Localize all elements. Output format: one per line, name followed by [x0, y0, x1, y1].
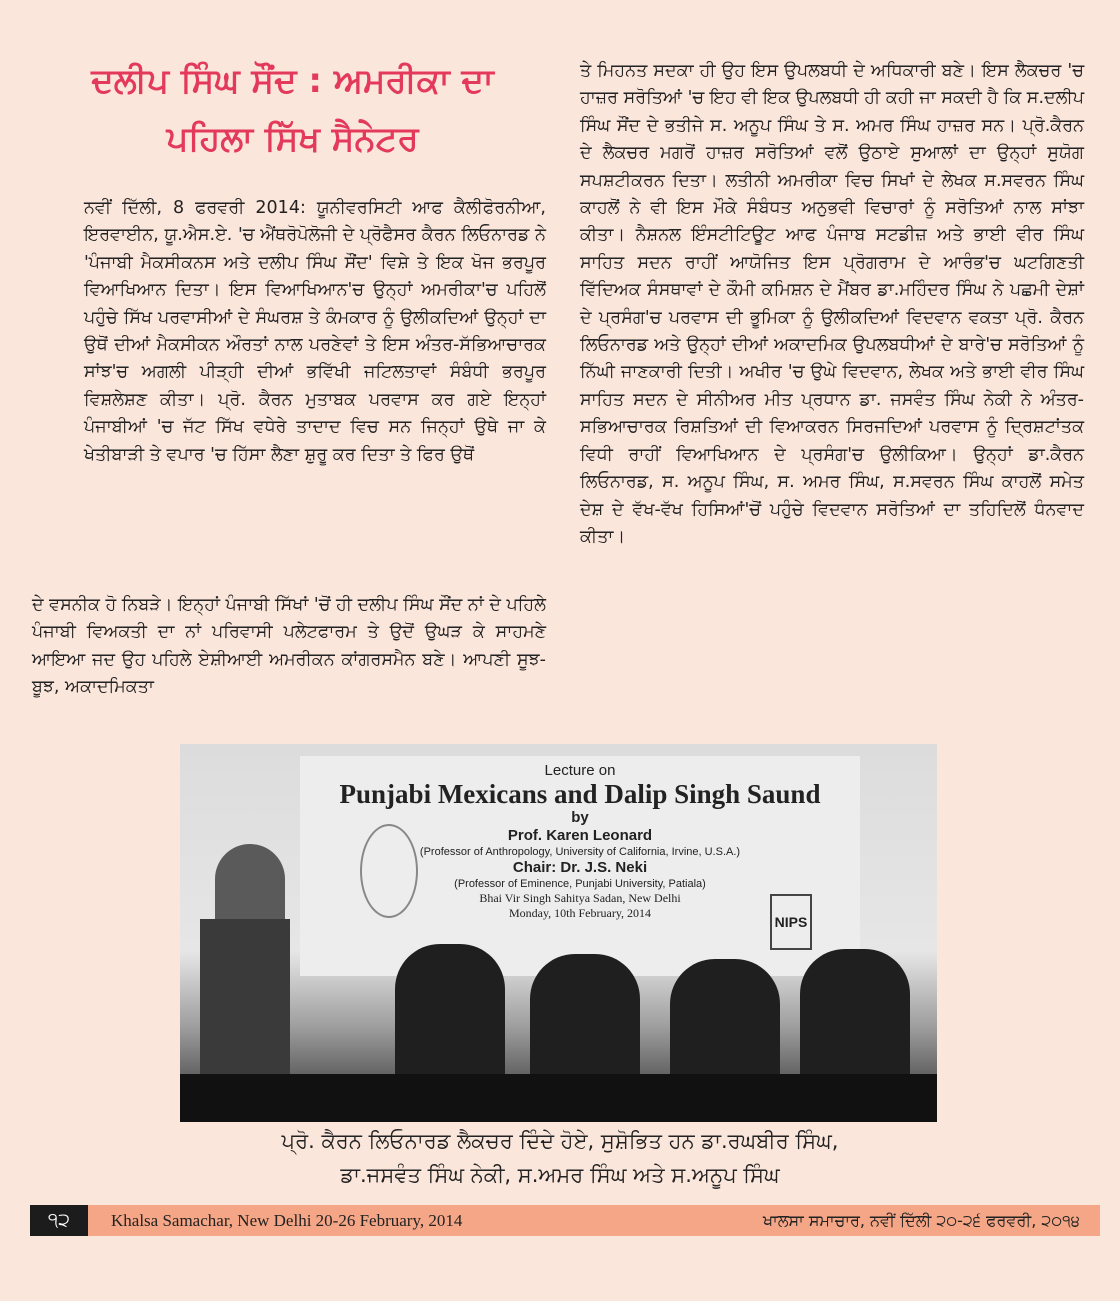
banner-line-6: Chair: Dr. J.S. Neki [512, 859, 648, 876]
page-number: ੧੨ [30, 1205, 88, 1236]
photo-caption-line1: ਪ੍ਰੋ. ਕੈਰਨ ਲਿਓਨਾਰਡ ਲੈਕਚਰ ਦਿੰਦੇ ਹੋਏ, ਸੁਸ਼ੋਭਿਤ ਹਨ ਡਾ.ਰਘਬੀਰ ਸਿੰਘ, [281, 1129, 839, 1153]
banner-line-8: Bhai Vir Singh Sahitya Sadan, New Delhi [479, 891, 681, 905]
banner-line-4: Prof. Karen Leonard [507, 827, 653, 844]
panelist-2 [530, 954, 640, 1094]
article-title [30, 52, 555, 168]
footer-publication-en: Khalsa Samachar, New Delhi 20-26 February, 2014 [111, 1211, 463, 1230]
article-title-line2: ਪਹਿਲਾ ਸਿੱਖ ਸੈਨੇਟਰ [166, 119, 419, 159]
banner-line-5: (Professor of Anthropology, University of California, Irvine, U.S.A.) [419, 846, 741, 858]
event-photo [180, 744, 937, 1122]
table [180, 1074, 937, 1122]
article-lede: ਨਵੀਂ ਦਿੱਲੀ, 8 ਫਰਵਰੀ 2014: ਯੂਨੀਵਰਸਿਟੀ ਆਫ ਕੈਲੀਫੋਰਨੀਆ, ਇਰਵਾਈਨ, ਯੂ.ਐਸ.ਏ. 'ਚ ਐਂਥਰੋਪੋਲੋਜੀ ਦੇ ਪ੍ਰੋਫੈਸਰ ਕੈਰਨ ਲਿਓਨਾਰਡ ਨੇ 'ਪੰਜਾਬੀ ਮੈਕਸੀਕਨਸ ਅਤੇ ਦਲੀਪ ਸਿੰਘ ਸੌਂਦ' ਵਿਸ਼ੇ ਤੇ ਇਕ ਖੋਜ ਭਰਪੂਰ ਵਿਆਖਿਆਨ ਦਿਤਾ। ਇਸ ਵਿਆਖਿਆਨ'ਚ ਉਨ੍ਹਾਂ ਅਮਰੀਕਾ'ਚ ਪਹਿਲੋਂ ਪਹੁੰਚੇ ਸਿੱਖ ਪਰਵਾਸੀਆਂ ਦੇ ਸੰਘਰਸ਼ ਤੇ ਕੰਮਕਾਰ ਨੂੰ ਉਲੀਕਦਿਆਂ ਉਨ੍ਹਾਂ ਦਾ ਉਥੋਂ ਦੀਆਂ ਮੈਕਸੀਕਨ ਔਰਤਾਂ ਨਾਲ ਪਰਣੇਵਾਂ ਤੇ ਇਸ ਅੰਤਰ-ਸੱਭਿਆਚਾਰਕ ਸਾਂਝ'ਚ ਅਗਲੀ ਪੀੜ੍ਹੀ ਦੀਆਂ ਭਵਿੱਖੀ ਜਟਿਲਤਾਵਾਂ ਸੰਬੰਧੀ ਭਰਪੂਰ ਵਿਸ਼ਲੇਸ਼ਣ ਕੀਤਾ। ਪ੍ਰੋ. ਕੈਰਨ ਮੁਤਾਬਕ ਪਰਵਾਸ ਕਰ ਗਏ ਇਨ੍ਹਾਂ ਪੰਜਾਬੀਆਂ 'ਚ ਜੱਟ ਸਿੱਖ ਵਧੇਰੇ ਤਾਦਾਦ ਵਿਚ ਸਨ ਜਿਨ੍ਹਾਂ ਉਥੇ ਜਾ ਕੇ ਖੇਤੀਬਾੜੀ ਤੇ ਵਪਾਰ 'ਚ ਹਿੱਸਾ ਲੈਣਾ ਸ਼ੁਰੂ ਕਰ ਦਿਤਾ ਤੇ ਫਿਰ ਉਥੋਂ [84, 198, 546, 465]
article-title-line1: ਦਲੀਪ ਸਿੰਘ ਸੌਂਦ : ਅਮਰੀਕਾ ਦਾ [91, 61, 494, 101]
banner-line-2: Punjabi Mexicans and Dalip Singh Saund [339, 779, 821, 809]
footer-publication-pa: ਖਾਲਸਾ ਸਮਾਚਾਰ, ਨਵੀਂ ਦਿੱਲੀ ੨੦-੨੬ ਫਰਵਰੀ, ੨੦੧੪ [762, 1211, 1080, 1230]
article-continuation: ਦੇ ਵਸਨੀਕ ਹੋ ਨਿਬੜੇ। ਇਨ੍ਹਾਂ ਪੰਜਾਬੀ ਸਿੱਖਾਂ 'ਚੋਂ ਹੀ ਦਲੀਪ ਸਿੰਘ ਸੌਂਦ ਨਾਂ ਦੇ ਪਹਿਲੇ ਪੰਜਾਬੀ ਵਿਅਕਤੀ ਦਾ ਨਾਂ ਪਰਿਵਾਸੀ ਪਲੇਟਫਾਰਮ ਤੇ ਉਦੋਂ ਉਘੜ ਕੇ ਸਾਹਮਣੇ ਆਇਆ ਜਦ ਉਹ ਪਹਿਲੇ ਏਸ਼ੀਆਈ ਅਮਰੀਕਨ ਕਾਂਗਰਸਮੈਨ ਬਣੇ। ਆਪਣੀ ਸੂਝ-ਬੂਝ, ਅਕਾਦਮਿਕਤਾ [32, 595, 546, 698]
lamp-emblem-icon [360, 824, 418, 918]
banner-line-1: Lecture on [544, 762, 616, 779]
banner-line-9: Monday, 10th February, 2014 [508, 906, 652, 920]
photo-caption-line2: ਡਾ.ਜਸਵੰਤ ਸਿੰਘ ਨੇਕੀ, ਸ.ਅਮਰ ਸਿੰਘ ਅਤੇ ਸ.ਅਨੂਪ ਸਿੰਘ [340, 1163, 780, 1187]
podium [200, 919, 290, 1099]
panelist-4 [800, 949, 910, 1089]
banner-line-7: (Professor of Eminence, Punjabi University, Patiala) [454, 878, 706, 890]
banner-line-3: by [571, 809, 589, 826]
photo-caption [0, 1124, 1120, 1192]
panelist-1 [395, 944, 505, 1084]
nips-logo: NIPS [770, 894, 812, 950]
article-right-column: ਤੇ ਮਿਹਨਤ ਸਦਕਾ ਹੀ ਉਹ ਇਸ ਉਪਲਬਧੀ ਦੇ ਅਧਿਕਾਰੀ ਬਣੇ। ਇਸ ਲੈਕਚਰ 'ਚ ਹਾਜ਼ਰ ਸਰੋਤਿਆਂ 'ਚ ਇਹ ਵੀ ਇਕ ਉਪਲਬਧੀ ਹੀ ਕਹੀ ਜਾ ਸਕਦੀ ਹੈ ਕਿ ਸ.ਦਲੀਪ ਸਿੰਘ ਸੌਂਦ ਦੇ ਭਤੀਜੇ ਸ. ਅਨੂਪ ਸਿੰਘ ਤੇ ਸ. ਅਮਰ ਸਿੰਘ ਹਾਜ਼ਰ ਸਨ। ਪ੍ਰੋ.ਕੈਰਨ ਦੇ ਲੈਕਚਰ ਮਗਰੋਂ ਹਾਜ਼ਰ ਸਰੋਤਿਆਂ ਵਲੋਂ ਉਠਾਏ ਸੁਆਲਾਂ ਦਾ ਉਨ੍ਹਾਂ ਸੁਯੋਗ ਸਪਸ਼ਟੀਕਰਨ ਦਿਤਾ। ਲਤੀਨੀ ਅਮਰੀਕਾ ਵਿਚ ਸਿਖਾਂ ਦੇ ਲੇਖਕ ਸ.ਸਵਰਨ ਸਿੰਘ ਕਾਹਲੋਂ ਨੇ ਵੀ ਇਸ ਮੌਕੇ ਸੰਬੰਧਤ ਅਨੁਭਵੀ ਵਿਚਾਰਾਂ ਨੂੰ ਸਰੋਤਿਆਂ ਨਾਲ ਸਾਂਝਾ ਕੀਤਾ। ਨੈਸ਼ਨਲ ਇੰਸਟੀਟਿਊਟ ਆਫ ਪੰਜਾਬ ਸਟਡੀਜ਼ ਅਤੇ ਭਾਈ ਵੀਰ ਸਿੰਘ ਸਾਹਿਤ ਸਦਨ ਰਾਹੀਂ ਆਯੋਜਿਤ ਇਸ ਪ੍ਰੋਗਰਾਮ ਦੇ ਆਰੰਭ'ਚ ਘਟਗਿਣਤੀ ਵਿੱਦਿਅਕ ਸੰਸਥਾਵਾਂ ਦੇ ਕੌਮੀ ਕਮਿਸ਼ਨ ਦੇ ਮੈਂਬਰ ਡਾ.ਮਹਿੰਦਰ ਸਿੰਘ ਨੇ ਪਛਮੀ ਦੇਸ਼ਾਂ ਦੇ ਪ੍ਰਸੰਗ'ਚ ਪਰਵਾਸ ਦੀ ਭੂਮਿਕਾ ਨੂੰ ਉਲੀਕਦਿਆਂ ਵਿਦਵਾਨ ਵਕਤਾ ਪ੍ਰੋ. ਕੈਰਨ ਲਿਓਨਾਰਡ ਅਤੇ ਉਨ੍ਹਾਂ ਦੀਆਂ ਅਕਾਦਮਿਕ ਉਪਲਬਧੀਆਂ ਦੇ ਬਾਰੇ'ਚ ਸਰੋਤਿਆਂ ਨੂੰ ਨਿੱਘੀ ਜਾਣਕਾਰੀ ਦਿਤੀ। ਅਖੀਰ 'ਚ ਉਘੇ ਵਿਦਵਾਨ, ਲੇਖਕ ਅਤੇ ਭਾਈ ਵੀਰ ਸਿੰਘ ਸਾਹਿਤ ਸਦਨ ਦੇ ਸੀਨੀਅਰ ਮੀਤ ਪ੍ਰਧਾਨ ਡਾ. ਜਸਵੰਤ ਸਿੰਘ ਨੇਕੀ ਨੇ ਅੰਤਰ-ਸਭਿਆਚਾਰਕ ਰਿਸ਼ਤਿਆਂ ਦੀ ਵਿਆਕਰਨ ਸਿਰਜਦਿਆਂ ਪਰਵਾਸ ਨੂੰ ਦ੍ਰਿਸ਼ਟਾਂਤਕ ਵਿਧੀ ਰਾਹੀਂ ਵਿਆਖਿਆਨ ਦੇ ਪ੍ਰਸੰਗ'ਚ ਉਲੀਕਿਆ। ਉਨ੍ਹਾਂ ਡਾ.ਕੈਰਨ ਲਿਓਨਾਰਡ, ਸ. ਅਨੂਪ ਸਿੰਘ, ਸ. ਅਮਰ ਸਿੰਘ, ਸ.ਸਵਰਨ ਸਿੰਘ ਕਾਹਲੋਂ ਸਮੇਤ ਦੇਸ਼ ਦੇ ਵੱਖ-ਵੱਖ ਹਿਸਿਆਂ'ਚੋਂ ਪਹੁੰਚੇ ਵਿਦਵਾਨ ਸਰੋਤਿਆਂ ਦਾ ਤਹਿਦਿਲੋਂ ਧੰਨਵਾਦ ਕੀਤਾ। [580, 61, 1084, 547]
